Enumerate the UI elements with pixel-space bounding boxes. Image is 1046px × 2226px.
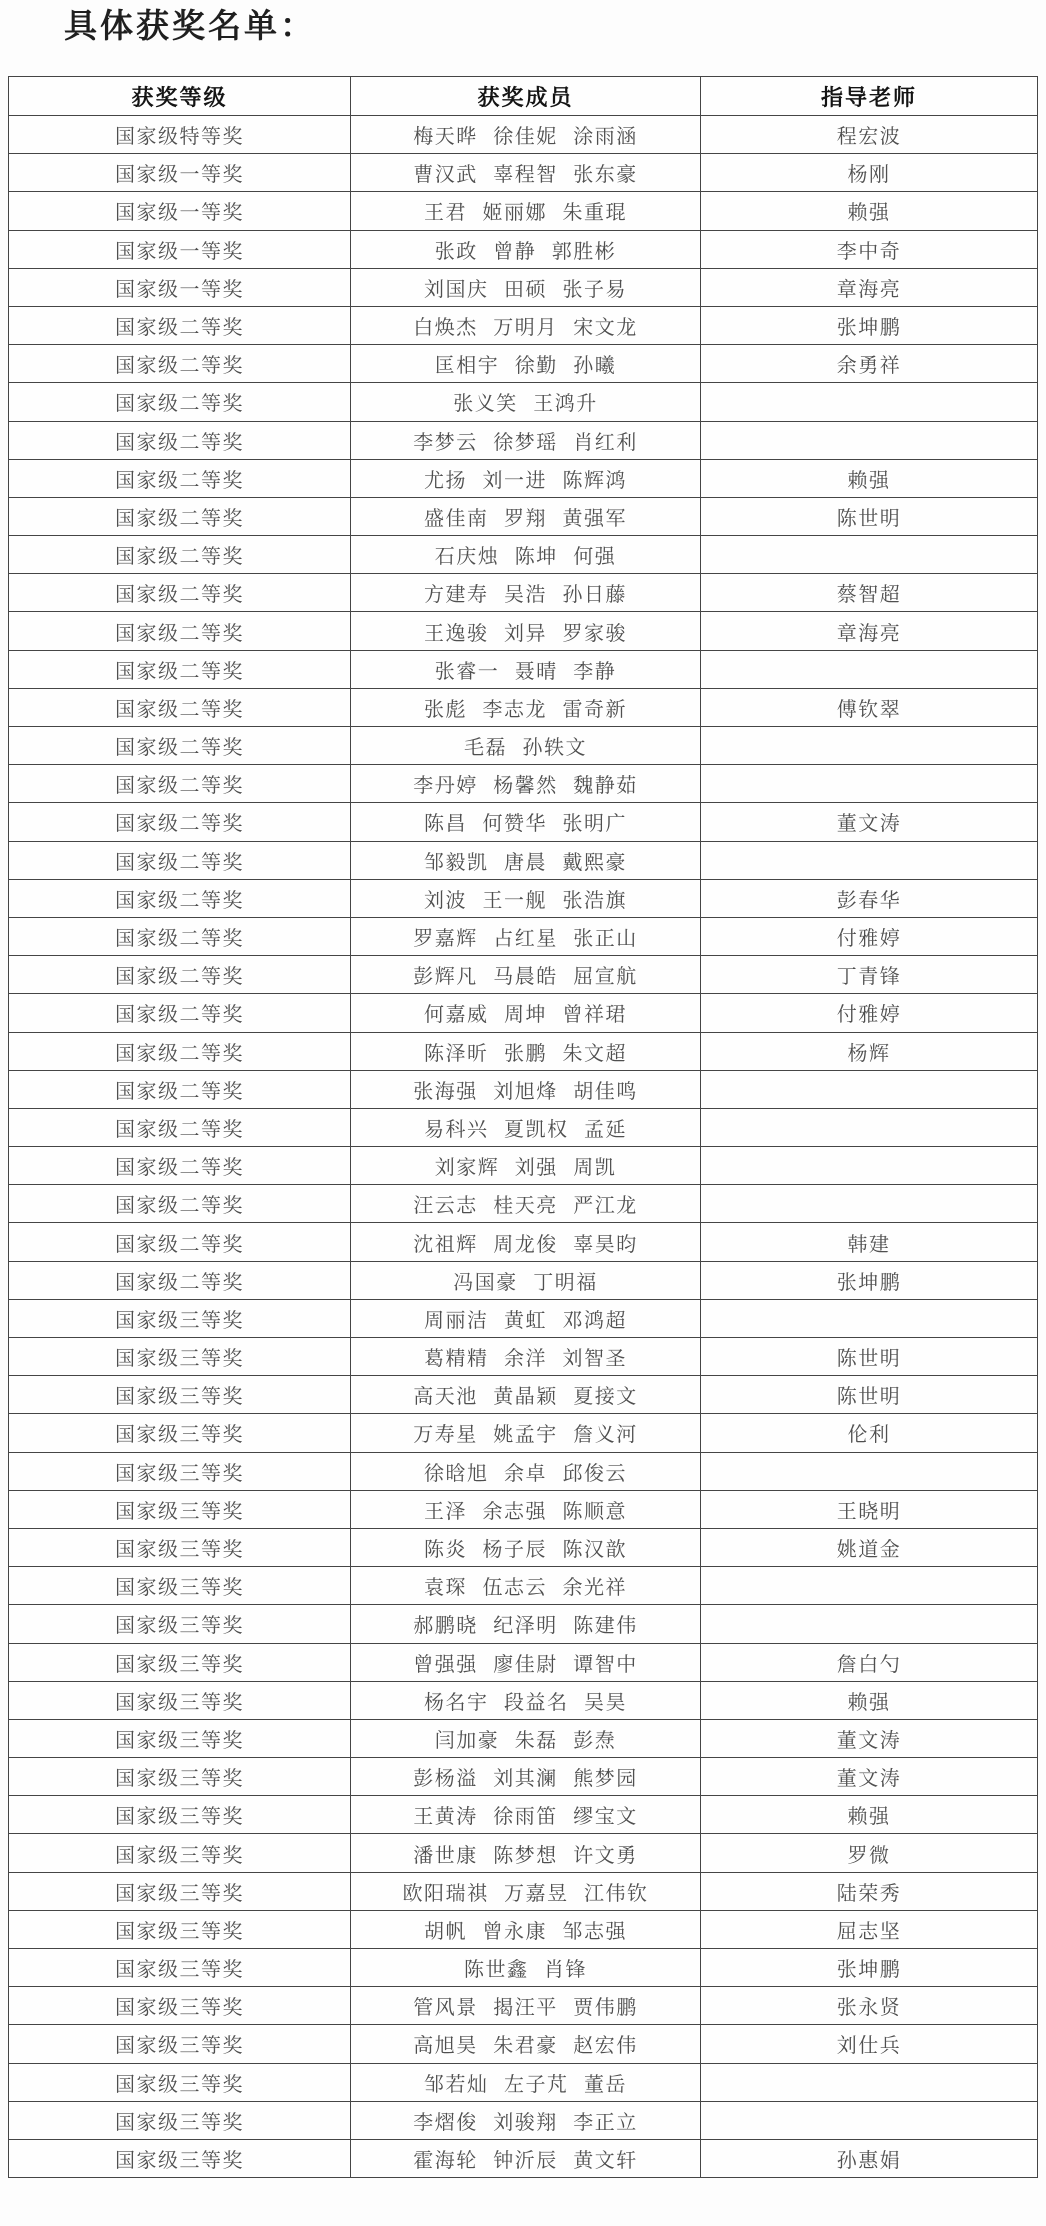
members-cell: 何嘉威 周坤 曾祥珺 xyxy=(351,994,701,1032)
members-cell: 高旭昊 朱君豪 赵宏伟 xyxy=(351,2025,701,2063)
members-cell: 刘国庆 田硕 张子易 xyxy=(351,268,701,306)
award-level-cell: 国家级二等奖 xyxy=(9,612,351,650)
teacher-cell: 王晓明 xyxy=(701,1490,1038,1528)
award-level-cell: 国家级特等奖 xyxy=(9,116,351,154)
table-row xyxy=(9,1070,1038,1108)
award-level-cell: 国家级二等奖 xyxy=(9,917,351,955)
members-cell: 刘家辉 刘强 周凯 xyxy=(351,1147,701,1185)
teacher-cell: 韩建 xyxy=(701,1223,1038,1261)
table-row xyxy=(9,879,1038,917)
table-row xyxy=(9,1681,1038,1719)
table-row xyxy=(9,1147,1038,1185)
award-level-cell: 国家级二等奖 xyxy=(9,765,351,803)
table-row xyxy=(9,1414,1038,1452)
table-row xyxy=(9,1910,1038,1948)
table-row xyxy=(9,841,1038,879)
members-cell: 匡相宇 徐勤 孙曦 xyxy=(351,345,701,383)
teacher-cell: 付雅婷 xyxy=(701,917,1038,955)
teacher-cell: 屈志坚 xyxy=(701,1910,1038,1948)
teacher-cell xyxy=(701,1605,1038,1643)
award-level-cell: 国家级二等奖 xyxy=(9,459,351,497)
teacher-cell xyxy=(701,650,1038,688)
table-row xyxy=(9,917,1038,955)
teacher-cell: 章海亮 xyxy=(701,268,1038,306)
table-row xyxy=(9,1528,1038,1566)
teacher-cell: 赖强 xyxy=(701,1796,1038,1834)
award-level-cell: 国家级三等奖 xyxy=(9,1910,351,1948)
members-cell: 管风景 揭汪平 贾伟鹏 xyxy=(351,1987,701,2025)
members-cell: 毛磊 孙轶文 xyxy=(351,727,701,765)
members-cell: 彭杨溢 刘其澜 熊梦园 xyxy=(351,1758,701,1796)
members-cell: 罗嘉辉 占红星 张正山 xyxy=(351,917,701,955)
award-level-cell: 国家级三等奖 xyxy=(9,2063,351,2101)
teacher-cell: 杨刚 xyxy=(701,154,1038,192)
teacher-cell: 付雅婷 xyxy=(701,994,1038,1032)
teacher-cell: 董文涛 xyxy=(701,803,1038,841)
teacher-cell: 陈世明 xyxy=(701,497,1038,535)
table-row xyxy=(9,1796,1038,1834)
members-cell: 王逸骏 刘异 罗家骏 xyxy=(351,612,701,650)
members-cell: 袁琛 伍志云 余光祥 xyxy=(351,1567,701,1605)
table-row xyxy=(9,192,1038,230)
members-cell: 霍海轮 钟沂辰 黄文轩 xyxy=(351,2139,701,2177)
awards-table-header xyxy=(9,77,1038,116)
award-level-cell: 国家级二等奖 xyxy=(9,1185,351,1223)
members-cell: 欧阳瑞祺 万嘉昱 江伟钦 xyxy=(351,1872,701,1910)
table-row xyxy=(9,1299,1038,1337)
members-cell: 李梦云 徐梦瑶 肖红利 xyxy=(351,421,701,459)
table-row xyxy=(9,1834,1038,1872)
members-cell: 高天池 黄晶颖 夏接文 xyxy=(351,1376,701,1414)
teacher-cell xyxy=(701,1108,1038,1146)
table-row xyxy=(9,1223,1038,1261)
table-row xyxy=(9,497,1038,535)
teacher-cell xyxy=(701,841,1038,879)
award-level-cell: 国家级三等奖 xyxy=(9,1719,351,1757)
members-cell: 葛精精 余洋 刘智圣 xyxy=(351,1338,701,1376)
members-cell: 曹汉武 辜程智 张东豪 xyxy=(351,154,701,192)
teacher-cell xyxy=(701,765,1038,803)
table-row xyxy=(9,1605,1038,1643)
award-level-cell: 国家级三等奖 xyxy=(9,2139,351,2177)
table-row xyxy=(9,230,1038,268)
award-level-cell: 国家级一等奖 xyxy=(9,192,351,230)
members-cell: 尤扬 刘一进 陈辉鸿 xyxy=(351,459,701,497)
table-row xyxy=(9,536,1038,574)
teacher-cell: 伦利 xyxy=(701,1414,1038,1452)
table-row xyxy=(9,612,1038,650)
members-cell: 王君 姬丽娜 朱重琨 xyxy=(351,192,701,230)
table-row xyxy=(9,1452,1038,1490)
teacher-cell xyxy=(701,536,1038,574)
table-row xyxy=(9,2139,1038,2177)
table-row xyxy=(9,574,1038,612)
table-row xyxy=(9,688,1038,726)
award-level-cell: 国家级三等奖 xyxy=(9,1949,351,1987)
table-row xyxy=(9,116,1038,154)
awards-table xyxy=(8,76,1038,2178)
members-cell: 王黄涛 徐雨笛 缪宝文 xyxy=(351,1796,701,1834)
award-level-cell: 国家级二等奖 xyxy=(9,574,351,612)
members-cell: 王泽 余志强 陈顺意 xyxy=(351,1490,701,1528)
members-cell: 盛佳南 罗翔 黄强军 xyxy=(351,497,701,535)
teacher-cell: 张永贤 xyxy=(701,1987,1038,2025)
table-row xyxy=(9,154,1038,192)
table-row xyxy=(9,1719,1038,1757)
table-row xyxy=(9,345,1038,383)
teacher-cell: 赖强 xyxy=(701,459,1038,497)
members-cell: 曾强强 廖佳尉 谭智中 xyxy=(351,1643,701,1681)
table-row xyxy=(9,1032,1038,1070)
members-cell: 张义笑 王鸿升 xyxy=(351,383,701,421)
teacher-cell: 张坤鹏 xyxy=(701,1261,1038,1299)
table-row xyxy=(9,383,1038,421)
award-level-cell: 国家级三等奖 xyxy=(9,1643,351,1681)
table-row xyxy=(9,268,1038,306)
table-row xyxy=(9,1376,1038,1414)
teacher-cell: 杨辉 xyxy=(701,1032,1038,1070)
award-level-cell: 国家级二等奖 xyxy=(9,1147,351,1185)
teacher-cell: 蔡智超 xyxy=(701,574,1038,612)
members-cell: 张政 曾静 郭胜彬 xyxy=(351,230,701,268)
award-level-cell: 国家级三等奖 xyxy=(9,1490,351,1528)
award-level-cell: 国家级二等奖 xyxy=(9,994,351,1032)
teacher-cell: 余勇祥 xyxy=(701,345,1038,383)
teacher-cell: 刘仕兵 xyxy=(701,2025,1038,2063)
award-level-cell: 国家级三等奖 xyxy=(9,1987,351,2025)
members-cell: 易科兴 夏凯权 孟延 xyxy=(351,1108,701,1146)
members-cell: 张海强 刘旭烽 胡佳鸣 xyxy=(351,1070,701,1108)
award-level-cell: 国家级二等奖 xyxy=(9,1108,351,1146)
members-cell: 白焕杰 万明月 宋文龙 xyxy=(351,306,701,344)
award-level-cell: 国家级二等奖 xyxy=(9,383,351,421)
members-cell: 胡帆 曾永康 邹志强 xyxy=(351,1910,701,1948)
award-level-cell: 国家级二等奖 xyxy=(9,1032,351,1070)
table-row xyxy=(9,994,1038,1032)
award-level-cell: 国家级三等奖 xyxy=(9,1834,351,1872)
members-cell: 李熠俊 刘骏翔 李正立 xyxy=(351,2101,701,2139)
teacher-cell: 罗微 xyxy=(701,1834,1038,1872)
members-cell: 刘波 王一舰 张浩旗 xyxy=(351,879,701,917)
members-cell: 彭辉凡 马晨皓 屈宣航 xyxy=(351,956,701,994)
award-level-cell: 国家级二等奖 xyxy=(9,1261,351,1299)
teacher-cell: 傅钦翠 xyxy=(701,688,1038,726)
table-row xyxy=(9,1185,1038,1223)
members-cell: 郝鹏晓 纪泽明 陈建伟 xyxy=(351,1605,701,1643)
award-level-cell: 国家级三等奖 xyxy=(9,1758,351,1796)
award-level-cell: 国家级二等奖 xyxy=(9,536,351,574)
teacher-cell: 程宏波 xyxy=(701,116,1038,154)
column-header-award-level: 获奖等级 xyxy=(9,77,351,116)
teacher-cell: 孙惠娟 xyxy=(701,2139,1038,2177)
award-level-cell: 国家级二等奖 xyxy=(9,497,351,535)
award-level-cell: 国家级二等奖 xyxy=(9,1223,351,1261)
teacher-cell: 李中奇 xyxy=(701,230,1038,268)
table-row xyxy=(9,727,1038,765)
members-cell: 杨名宇 段益名 吴昊 xyxy=(351,1681,701,1719)
members-cell: 张睿一 聂晴 李静 xyxy=(351,650,701,688)
teacher-cell xyxy=(701,1185,1038,1223)
table-row xyxy=(9,421,1038,459)
members-cell: 陈昌 何赞华 张明广 xyxy=(351,803,701,841)
award-level-cell: 国家级三等奖 xyxy=(9,1872,351,1910)
table-row xyxy=(9,803,1038,841)
award-level-cell: 国家级一等奖 xyxy=(9,154,351,192)
members-cell: 邹毅凯 唐晨 戴熙豪 xyxy=(351,841,701,879)
members-cell: 闫加豪 朱磊 彭焘 xyxy=(351,1719,701,1757)
members-cell: 汪云志 桂天亮 严江龙 xyxy=(351,1185,701,1223)
table-row xyxy=(9,2025,1038,2063)
members-cell: 陈炎 杨子辰 陈汉歆 xyxy=(351,1528,701,1566)
table-row xyxy=(9,459,1038,497)
table-row xyxy=(9,1108,1038,1146)
members-cell: 李丹婷 杨馨然 魏静茹 xyxy=(351,765,701,803)
award-level-cell: 国家级三等奖 xyxy=(9,1796,351,1834)
members-cell: 冯国豪 丁明福 xyxy=(351,1261,701,1299)
table-row xyxy=(9,1949,1038,1987)
table-row xyxy=(9,1872,1038,1910)
teacher-cell: 詹白勺 xyxy=(701,1643,1038,1681)
table-row xyxy=(9,1643,1038,1681)
award-level-cell: 国家级三等奖 xyxy=(9,2101,351,2139)
members-cell: 沈祖辉 周龙俊 辜昊昀 xyxy=(351,1223,701,1261)
column-header-teacher: 指导老师 xyxy=(701,77,1038,116)
teacher-cell xyxy=(701,727,1038,765)
award-level-cell: 国家级二等奖 xyxy=(9,650,351,688)
teacher-cell xyxy=(701,421,1038,459)
table-row xyxy=(9,1338,1038,1376)
teacher-cell: 彭春华 xyxy=(701,879,1038,917)
award-level-cell: 国家级三等奖 xyxy=(9,1567,351,1605)
teacher-cell: 陈世明 xyxy=(701,1338,1038,1376)
award-level-cell: 国家级二等奖 xyxy=(9,421,351,459)
members-cell: 周丽洁 黄虹 邓鸿超 xyxy=(351,1299,701,1337)
award-level-cell: 国家级三等奖 xyxy=(9,1338,351,1376)
teacher-cell xyxy=(701,1147,1038,1185)
award-level-cell: 国家级三等奖 xyxy=(9,1605,351,1643)
teacher-cell xyxy=(701,1299,1038,1337)
table-row xyxy=(9,1261,1038,1299)
table-row xyxy=(9,1987,1038,2025)
header-row xyxy=(9,77,1038,116)
award-level-cell: 国家级二等奖 xyxy=(9,841,351,879)
teacher-cell xyxy=(701,383,1038,421)
members-cell: 潘世康 陈梦想 许文勇 xyxy=(351,1834,701,1872)
column-header-members: 获奖成员 xyxy=(351,77,701,116)
teacher-cell: 赖强 xyxy=(701,1681,1038,1719)
award-level-cell: 国家级二等奖 xyxy=(9,345,351,383)
award-level-cell: 国家级二等奖 xyxy=(9,306,351,344)
table-row xyxy=(9,1567,1038,1605)
teacher-cell: 章海亮 xyxy=(701,612,1038,650)
award-level-cell: 国家级三等奖 xyxy=(9,1299,351,1337)
teacher-cell: 董文涛 xyxy=(701,1758,1038,1796)
members-cell: 徐晗旭 余卓 邱俊云 xyxy=(351,1452,701,1490)
award-level-cell: 国家级三等奖 xyxy=(9,1528,351,1566)
award-level-cell: 国家级三等奖 xyxy=(9,2025,351,2063)
table-row xyxy=(9,1490,1038,1528)
teacher-cell: 张坤鹏 xyxy=(701,306,1038,344)
members-cell: 陈世鑫 肖锋 xyxy=(351,1949,701,1987)
award-level-cell: 国家级二等奖 xyxy=(9,727,351,765)
teacher-cell: 张坤鹏 xyxy=(701,1949,1038,1987)
teacher-cell: 董文涛 xyxy=(701,1719,1038,1757)
awards-table-body xyxy=(9,116,1038,2178)
table-row xyxy=(9,2063,1038,2101)
award-level-cell: 国家级三等奖 xyxy=(9,1681,351,1719)
teacher-cell: 赖强 xyxy=(701,192,1038,230)
page-title: 具体获奖名单： xyxy=(64,9,316,45)
award-level-cell: 国家级二等奖 xyxy=(9,1070,351,1108)
teacher-cell: 陆荣秀 xyxy=(701,1872,1038,1910)
members-cell: 邹若灿 左子芃 董岳 xyxy=(351,2063,701,2101)
members-cell: 张彪 李志龙 雷奇新 xyxy=(351,688,701,726)
table-row xyxy=(9,650,1038,688)
teacher-cell xyxy=(701,1567,1038,1605)
award-level-cell: 国家级一等奖 xyxy=(9,230,351,268)
members-cell: 万寿星 姚孟宇 詹义河 xyxy=(351,1414,701,1452)
table-row xyxy=(9,306,1038,344)
table-row xyxy=(9,956,1038,994)
award-level-cell: 国家级三等奖 xyxy=(9,1376,351,1414)
award-level-cell: 国家级二等奖 xyxy=(9,879,351,917)
award-level-cell: 国家级一等奖 xyxy=(9,268,351,306)
award-level-cell: 国家级二等奖 xyxy=(9,956,351,994)
members-cell: 梅天晔 徐佳妮 涂雨涵 xyxy=(351,116,701,154)
award-level-cell: 国家级三等奖 xyxy=(9,1414,351,1452)
table-row xyxy=(9,765,1038,803)
teacher-cell: 丁青锋 xyxy=(701,956,1038,994)
table-row xyxy=(9,2101,1038,2139)
teacher-cell: 陈世明 xyxy=(701,1376,1038,1414)
award-level-cell: 国家级三等奖 xyxy=(9,1452,351,1490)
members-cell: 陈泽昕 张鹏 朱文超 xyxy=(351,1032,701,1070)
teacher-cell: 姚道金 xyxy=(701,1528,1038,1566)
teacher-cell xyxy=(701,1070,1038,1108)
teacher-cell xyxy=(701,2101,1038,2139)
teacher-cell xyxy=(701,1452,1038,1490)
award-level-cell: 国家级二等奖 xyxy=(9,803,351,841)
table-row xyxy=(9,1758,1038,1796)
award-level-cell: 国家级二等奖 xyxy=(9,688,351,726)
members-cell: 石庆烛 陈坤 何强 xyxy=(351,536,701,574)
members-cell: 方建寿 吴浩 孙日藤 xyxy=(351,574,701,612)
teacher-cell xyxy=(701,2063,1038,2101)
